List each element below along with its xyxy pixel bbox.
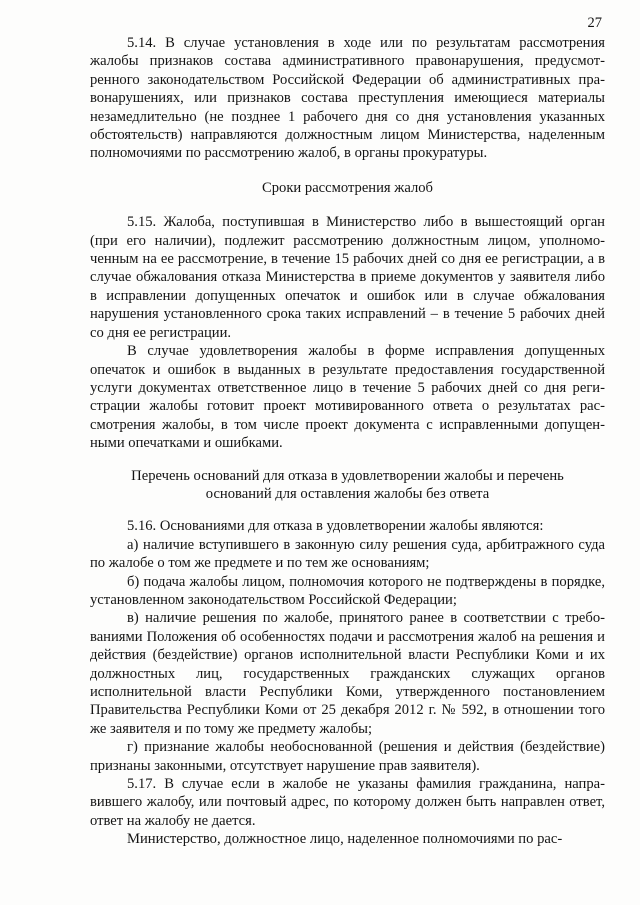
- paragraph-5-14: 5.14. В случае установления в ходе или по результатам рассмотрения жалобы признаков состава административного правонарушения, предусмотренного законодательством Российской Федерации об административных правонарушениях, или признаков состава преступления имеющиеся материалы незамедлительно (не позднее 1 рабочего дня со дня установления указанных обстоятельств) направляются должностным лицом Министерства, наделенным полномочиями по рассмотрению жалоб, в органы прокуратуры.: [90, 35, 605, 162]
- paragraph-5-16-a: а) наличие вступившего в законную силу решения суда, арбитражного суда по жалобе о том же предмете и по тем же основаниям;: [90, 536, 605, 572]
- page-number: 27: [587, 15, 602, 31]
- paragraph-5-16-d: г) признание жалобы необоснованной (решения и действия (бездействие) признаны законными, отсутствует нарушение прав заявителя).: [90, 739, 605, 774]
- section-heading-refusal-line-2: оснований для оставления жалобы без ответа: [205, 485, 490, 502]
- document-body: [90, 34, 605, 849]
- paragraph-5-16: 5.16. Основаниями для отказа в удовлетворении жалобы являются:: [127, 518, 544, 535]
- paragraph-5-17-continued: Министерство, должностное лицо, наделенное полномочиями по рас-: [127, 831, 563, 848]
- section-heading-terms: Сроки рассмотрения жалоб: [262, 179, 433, 196]
- section-heading-refusal-line-1: Перечень оснований для отказа в удовлетворении жалобы и перечень: [131, 467, 564, 484]
- paragraph-5-15-continued: В случае удовлетворения жалобы в форме исправления допущенных опечаток и ошибок в выданных в результате предоставления государственной услуги документах ответственное лицо в течение 5 рабочих дней со дня регистрации жалобы готовит проект мотивированного ответа о результатах рассмотрения жалобы, в том числе проект документа с исправленными допущенными опечатками и ошибками.: [90, 343, 605, 452]
- paragraph-5-16-c: в) наличие решения по жалобе, принятого ранее в соответствии с требованиями Положения об особенностях подачи и рассмотрения жалоб на решения и действия (бездействие) органов исполнительной власти Республики Коми и их должностных лиц, государственных гражданских служащих органов исполнительной власти Республики Коми, утвержденного постановлением Правительства Республики Коми от 25 декабря 2012 г. № 592, в отношении того же заявителя и по тому же предмету жалобы;: [90, 610, 605, 737]
- paragraph-5-17: 5.17. В случае если в жалобе не указаны фамилия гражданина, направившего жалобу, или почтовый адрес, по которому должен быть направлен ответ, ответ на жалобу не дается.: [90, 776, 605, 829]
- paragraph-5-15: 5.15. Жалоба, поступившая в Министерство либо в вышестоящий орган (при его наличии), подлежит рассмотрению должностным лицом, уполномоченным на ее рассмотрение, в течение 15 рабочих дней со дня ее регистрации, а в случае обжалования отказа Министерства в приеме документов у заявителя либо в исправлении допущенных опечаток и ошибок или в случае обжалования нарушения установленного срока таких исправлений – в течение 5 рабочих дней со дня ее регистрации.: [90, 214, 605, 341]
- paragraph-5-16-b: б) подача жалобы лицом, полномочия которого не подтверждены в порядке, установленном законодательством Российской Федерации;: [90, 573, 605, 608]
